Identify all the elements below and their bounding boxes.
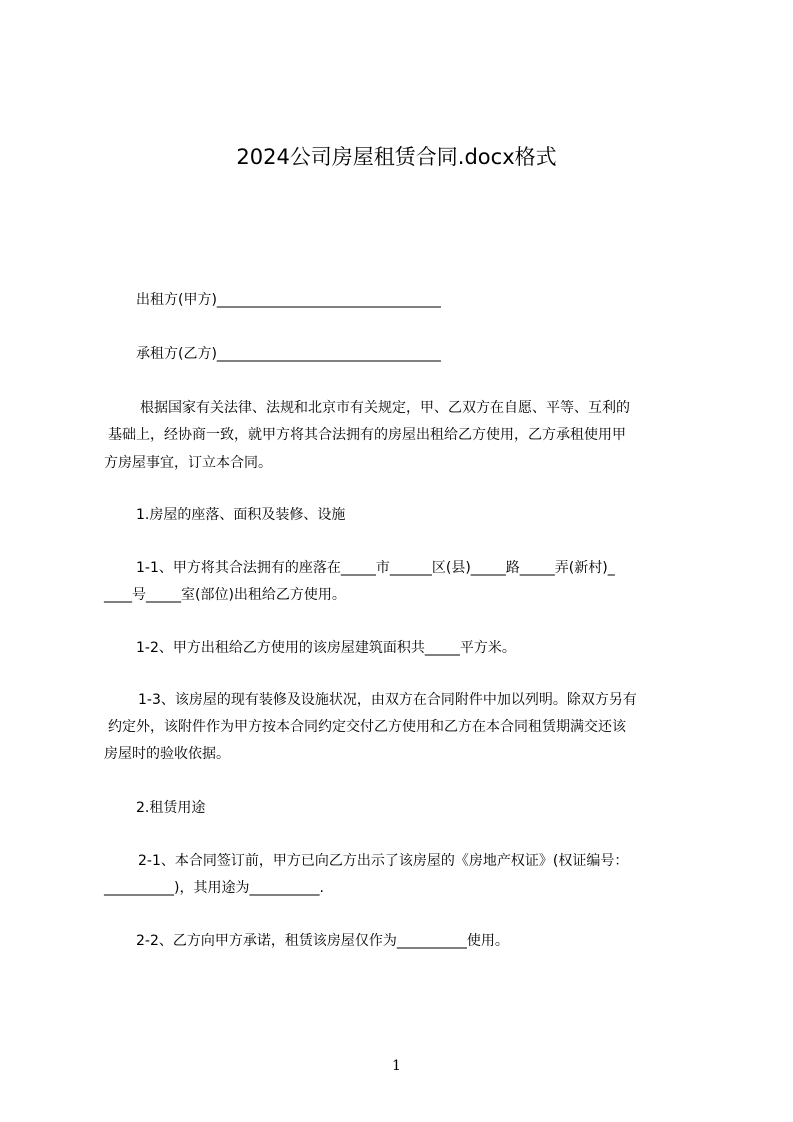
clause-line: 约定外，该附件作为甲方按本合同约定交付乙方使用和乙方在本合同租赁期满交还该 (108, 719, 626, 735)
clause-line: 房屋时的验收依据。 (104, 746, 230, 762)
clause-line: 1-2、甲方出租给乙方使用的该房屋建筑面积共_____平方米。 (136, 640, 516, 656)
clause-line: 2-2、乙方向甲方承诺，租赁该房屋仅作为__________使用。 (136, 933, 509, 949)
section-heading: 1.房屋的座落、面积及装修、设施 (136, 507, 346, 523)
preamble-line: 根据国家有关法律、法规和北京市有关规定，甲、乙双方在自愿、平等、互利的 (140, 400, 630, 416)
clause-line: 2-1、本合同签订前，甲方已向乙方出示了该房屋的《房地产权证》(权证编号： (138, 853, 629, 869)
page-number: 1 (392, 1058, 401, 1074)
clause-line: 1-3、该房屋的现有装修及设施状况，由双方在合同附件中加以列明。除双方另有 (138, 692, 637, 708)
clause-line: ____号_____室(部位)出租给乙方使用。 (104, 587, 346, 603)
clause-line: __________)，其用途为__________. (104, 880, 324, 896)
section-heading: 2.租赁用途 (136, 800, 206, 816)
preamble-line: 基础上，经协商一致，就甲方将其合法拥有的房屋出租给乙方使用，乙方承租使用甲 (108, 427, 626, 443)
lessor-line: 出租方(甲方)________________________________ (136, 292, 441, 308)
preamble-line: 方房屋事宜，订立本合同。 (104, 455, 272, 471)
clause-line: 1-1、甲方将其合法拥有的座落在_____市______区(县)_____路_____弄(新村)_ (136, 560, 615, 576)
document-title: 2024公司房屋租赁合同.docx格式 (236, 145, 557, 169)
lessee-line: 承租方(乙方)________________________________ (136, 346, 441, 362)
